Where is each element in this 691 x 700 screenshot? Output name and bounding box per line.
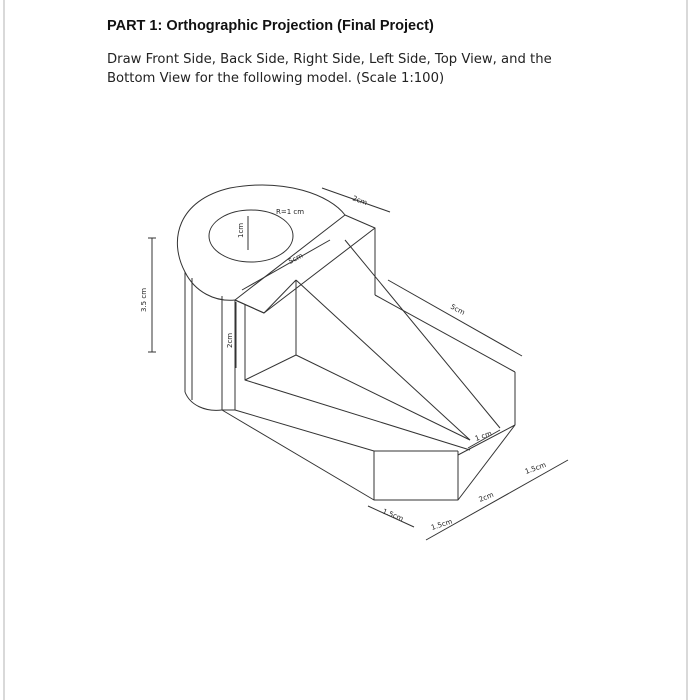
page-title: PART 1: Orthographic Projection (Final Project) <box>107 18 434 34</box>
assignment-description: Draw Front Side, Back Side, Right Side, Left Side, Top View, and the Bottom View for the following model. (Scale 1:100) <box>107 52 552 86</box>
dim-line-top-length <box>242 240 330 290</box>
cavity-back-floor <box>296 355 470 440</box>
label-top-width: 2cm <box>351 194 369 208</box>
cylinder-bottom-arc <box>185 392 222 410</box>
side-top-edge <box>375 295 515 372</box>
label-bottom-right: 1.5cm <box>523 460 548 476</box>
base-front <box>222 410 515 500</box>
ramp-line-2 <box>345 240 500 428</box>
label-bottom-left: 1.5cm <box>381 507 405 524</box>
cavity-inner-top <box>264 280 296 313</box>
label-total-height: 3.5 cm <box>140 287 148 312</box>
label-bottom-mid: 1.5cm <box>430 517 454 532</box>
label-radius: R=1 cm <box>276 208 305 216</box>
label-side-length: 5cm <box>449 302 467 317</box>
label-lower-height: 2cm <box>226 332 234 348</box>
side-bottom-edge <box>458 425 515 455</box>
label-small-notch: 1 cm <box>473 429 493 443</box>
block-front-left-top <box>235 300 264 313</box>
top-face <box>235 215 375 313</box>
cavity-floor <box>245 380 470 450</box>
cylinder-top-outline <box>177 185 345 392</box>
hole-ellipse <box>209 210 293 262</box>
cavity-outline <box>245 280 296 380</box>
label-bottom-center: 2cm <box>477 490 495 504</box>
dim-line-side-length <box>388 280 522 356</box>
label-hole-depth: 1cm <box>237 222 245 238</box>
label-top-length: 5cm <box>287 251 305 266</box>
